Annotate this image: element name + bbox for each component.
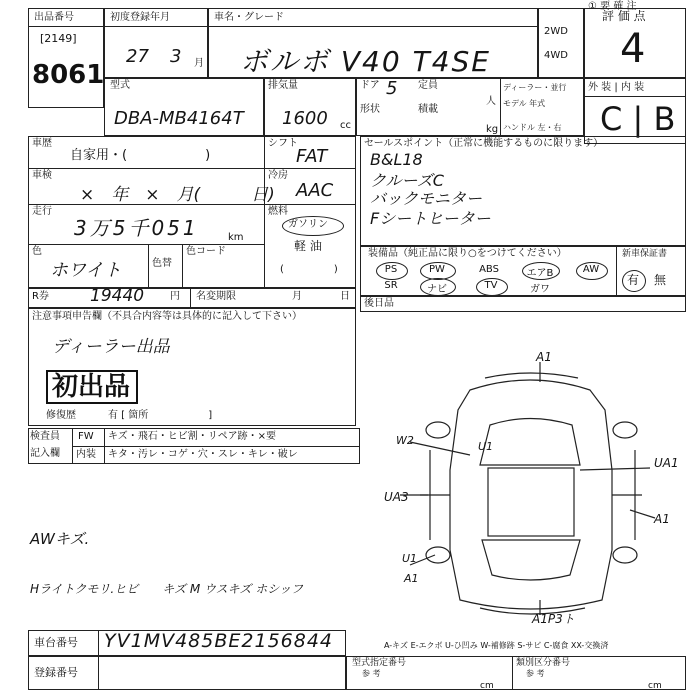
drive-4wd: 4WD bbox=[544, 50, 568, 61]
ext-int-label: 外 装 | 内 装 bbox=[588, 82, 645, 93]
recycle-row bbox=[28, 288, 356, 308]
ac-label: 冷房 bbox=[268, 170, 288, 181]
inspection-label: 車検 bbox=[32, 170, 52, 181]
warranty-no: 無 bbox=[654, 273, 667, 287]
stamp-text: 初出品 bbox=[52, 372, 131, 402]
eq-ps: PS bbox=[384, 264, 398, 275]
shape-label: 形状 bbox=[360, 104, 380, 115]
remark-note2: Hライトクモリ.ヒビ キズ M ウスキズ ホシッフ bbox=[30, 582, 303, 596]
mark-6: A1 bbox=[654, 512, 670, 526]
shift-label: シフト bbox=[268, 138, 298, 149]
mileage-unit: km bbox=[228, 232, 244, 243]
ac-value: AAC bbox=[296, 180, 334, 201]
eq-abs: ABS bbox=[479, 264, 499, 275]
expiry-month: 月 bbox=[292, 291, 302, 302]
color-value: ホワイト bbox=[50, 260, 122, 281]
eq-aw: AW bbox=[582, 264, 600, 275]
remark-note1: AWキズ. bbox=[30, 530, 90, 548]
mark-4: UA1 bbox=[654, 456, 679, 470]
handle-label: ハンドル 左・右 bbox=[503, 123, 562, 132]
interior-label: 内装 bbox=[76, 449, 96, 460]
sales-points-label: セールスポイント（正常に機能するものに限ります） bbox=[364, 138, 604, 149]
model-label: 型式 bbox=[110, 80, 130, 91]
warranty-yes: 有 bbox=[627, 273, 640, 287]
inspector-label2: 記入欄 bbox=[30, 448, 60, 459]
equipment-label: 装備品（純正品に限り○をつけてください） bbox=[368, 248, 567, 259]
remarks-label: 後日品 bbox=[364, 298, 394, 309]
eq-airbag: エアB bbox=[526, 268, 554, 279]
recycle-label: R券 bbox=[32, 291, 49, 302]
color-label: 色 bbox=[32, 246, 42, 257]
mark-7: U1 bbox=[402, 552, 418, 565]
interior-items: キタ・汚レ・コゲ・穴・スレ・キレ・破レ bbox=[108, 449, 298, 460]
inspector-label1: 検査員 bbox=[30, 431, 60, 442]
eq-gawa: ガワ bbox=[530, 284, 550, 295]
sales-point-1: B&L18 bbox=[370, 150, 423, 169]
ext-int-value: C | B bbox=[600, 100, 676, 138]
mark-2: W2 bbox=[396, 434, 414, 447]
person-unit: 人 bbox=[486, 96, 496, 107]
load-label: 積載 bbox=[418, 104, 438, 115]
kg-unit: kg bbox=[486, 124, 499, 135]
mark-5: UA3 bbox=[384, 490, 409, 504]
mileage-value: 3万5千051 bbox=[74, 216, 199, 240]
lot-label: 出品番号 bbox=[34, 12, 74, 23]
reg-month-unit: 月 bbox=[194, 58, 204, 69]
repair-value: 有 [ 箇所 ] bbox=[108, 410, 213, 421]
type-ref: 参 考 bbox=[362, 669, 381, 678]
type-label: 型式指定番号 bbox=[352, 658, 407, 668]
car-damage-diagram bbox=[380, 350, 690, 630]
eq-navi: ナビ bbox=[427, 284, 447, 295]
lot-number: 8061 bbox=[32, 60, 105, 90]
damage-legend: A-キズ E-エクボ U-ひ凹み W-補修跡 S-サビ C-腐食 XX-交換済 bbox=[384, 641, 609, 650]
sales-point-3: バックモニター bbox=[370, 189, 483, 208]
fw-label: FW bbox=[78, 431, 94, 442]
mark-9: A1P3ト bbox=[532, 612, 575, 626]
mark-1: A1 bbox=[536, 350, 552, 364]
reg-year: 27 bbox=[126, 46, 149, 67]
expiry-label: 名変期限 bbox=[196, 291, 236, 302]
chassis-value: YV1MV485BE2156844 bbox=[104, 630, 334, 652]
drive-box bbox=[538, 8, 584, 78]
fuel-label: 燃料 bbox=[268, 206, 288, 217]
reg-month: 3 bbox=[170, 46, 182, 67]
expiry-day: 日 bbox=[340, 291, 350, 302]
grade-label: 評 価 点 bbox=[602, 9, 646, 23]
mileage-label: 走行 bbox=[32, 206, 52, 217]
eq-sr: SR bbox=[384, 280, 398, 291]
model-year-label: モデル 年式 bbox=[503, 99, 546, 108]
repaint-label: 色替 bbox=[152, 258, 172, 269]
shift-value: FAT bbox=[296, 146, 328, 167]
first-reg-label: 初度登録年月 bbox=[110, 12, 170, 23]
mark-8: A1 bbox=[404, 572, 419, 585]
inspection-value: × 年 × 月( 日) bbox=[80, 185, 275, 205]
recycle-value: 19440 bbox=[90, 286, 145, 306]
class-ref: 参 考 bbox=[526, 669, 545, 678]
cm-unit-1: cm bbox=[480, 681, 494, 691]
warranty-label: 新車保証書 bbox=[622, 249, 668, 259]
grade-value: 4 bbox=[620, 26, 646, 72]
cm-unit-2: cm bbox=[648, 681, 662, 691]
fuel-diesel: 軽 油 bbox=[294, 239, 322, 253]
model-value: DBA-MB4164T bbox=[114, 108, 244, 129]
drive-2wd: 2WD bbox=[544, 26, 568, 37]
fuel-paren: ( ) bbox=[280, 264, 338, 275]
sales-point-4: Fシートヒーター bbox=[370, 209, 491, 228]
remarks-header bbox=[360, 296, 686, 312]
dealer-label: ディーラー・並行 bbox=[503, 83, 567, 92]
notes-line1: ディーラー出品 bbox=[52, 337, 170, 357]
recycle-unit: 円 bbox=[170, 291, 180, 302]
notes-label: 注意事項申告欄（不具合内容等は具体的に記入して下さい） bbox=[32, 311, 302, 322]
top-corner-text: ① 要 確 注 bbox=[588, 1, 637, 12]
displacement-value: 1600 bbox=[282, 108, 328, 129]
class-label: 類別区分番号 bbox=[516, 658, 571, 668]
color-code-label: 色コード bbox=[186, 246, 226, 257]
exterior-items: キズ・飛石・ヒビ割・リペア跡・×要 bbox=[108, 431, 276, 442]
registration-label: 登録番号 bbox=[34, 666, 78, 679]
doors-value: 5 bbox=[386, 78, 398, 99]
lot-bracket: [2149] bbox=[40, 32, 77, 45]
displacement-unit: cc bbox=[340, 120, 351, 131]
car-name-label: 車名・グレード bbox=[214, 12, 284, 23]
doors-label: ドア bbox=[360, 80, 380, 91]
notes-box bbox=[28, 308, 356, 426]
repair-label: 修復歴 bbox=[46, 410, 76, 421]
history-label: 車歴 bbox=[32, 138, 52, 149]
eq-tv: TV bbox=[484, 280, 498, 291]
displacement-label: 排気量 bbox=[268, 80, 298, 91]
car-name: ボルボ V40 T4SE bbox=[240, 45, 491, 78]
history-value: 自家用・( ) bbox=[70, 148, 211, 163]
fuel-gas: ガソリン bbox=[288, 219, 328, 230]
eq-pw: PW bbox=[429, 264, 445, 275]
sales-point-2: クルーズC bbox=[370, 171, 444, 190]
capacity-label: 定員 bbox=[418, 80, 438, 91]
mark-3: U1 bbox=[478, 440, 494, 453]
chassis-label: 車台番号 bbox=[34, 636, 78, 649]
